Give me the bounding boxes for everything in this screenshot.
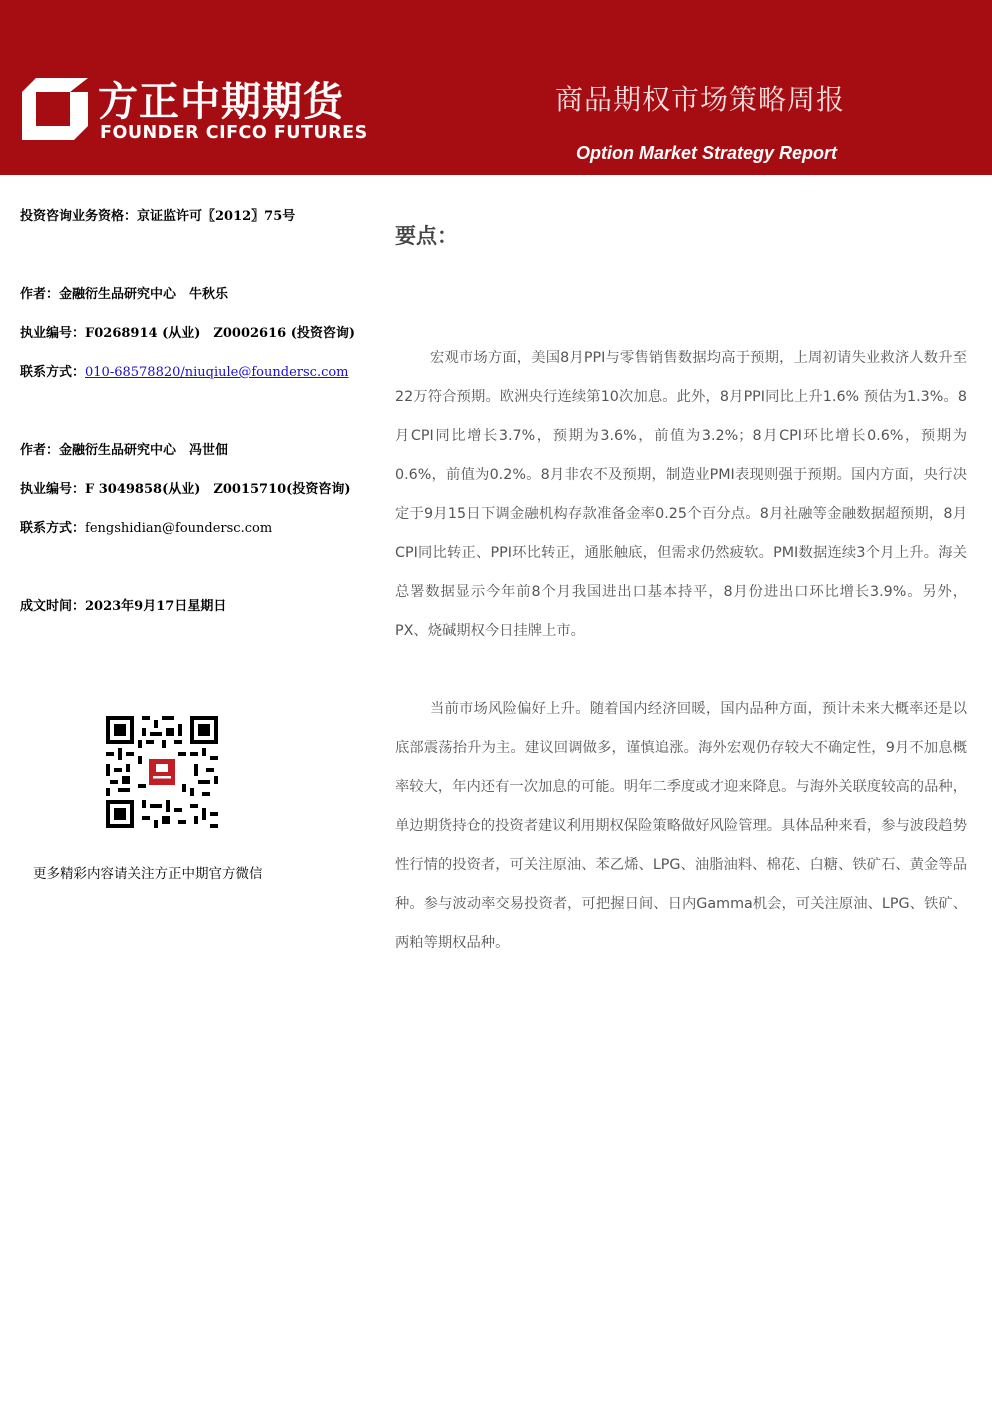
report-title-chinese: 商品期权市场策略周报 xyxy=(555,83,846,116)
author2-name: 作者：金融衍生品研究中心 冯世佃 xyxy=(20,443,229,458)
logo-chinese-name: 方正中期期货 xyxy=(98,79,344,125)
author1-contact xyxy=(20,361,349,380)
logo-english-name: FOUNDER CIFCO FUTURES xyxy=(100,123,368,143)
author2-contact-value: fengshidian@foundersc.com xyxy=(85,521,273,536)
author1-contact-link[interactable]: 010-68578820/niuqiule@foundersc.com xyxy=(85,365,349,380)
qr-caption: 更多精彩内容请关注方正中期官方微信 xyxy=(33,866,263,882)
paragraph-strategy: 当前市场风险偏好上升。随着国内经济回暖，国内品种方面，预计未来大概率还是以底部震荡抬升为主。建议回调做多，谨慎追涨。海外宏观仍存较大不确定性，9月不加息概率较大，年内还有一次加息的可能。明年二季度或才迎来降息。与海外关联度较高的品种，单边期货持仓的投资者建议利用期权保险策略做好风险管理。具体品种来看，参与波段趋势性行情的投资者，可关注原油、苯乙烯、LPG、油脂油料、棉花、白糖、铁矿石、黄金等品种。参与波动率交易投资者，可把握日间、日内Gamma机会，可关注原油、LPG、铁矿、两粕等期权品种。 xyxy=(395,701,967,951)
author1-license: 执业编号：F0268914 (从业) Z0002616 (投资咨询) xyxy=(20,326,356,341)
wechat-qr-code xyxy=(106,716,218,828)
header-banner xyxy=(0,0,992,175)
author2-contact xyxy=(20,517,272,536)
author2-license: 执业编号：F 3049858(从业) Z0015710(投资咨询) xyxy=(20,482,351,497)
paragraph-macro: 宏观市场方面，美国8月PPI与零售销售数据均高于预期，上周初请失业救济人数升至22万符合预期。欧洲央行连续第10次加息。此外，8月PPI同比上升1.6% 预估为1.3%。8月CPI同比增长3.7%，预期为3.6%，前值为3.2%；8月CPI环比增长0.6%，预期为0.6%，前值为0.2%。8月非农不及预期，制造业PMI表现则强于预期。国内方面，央行决定于9月15日下调金融机构存款准备金率0.25个百分点。8月社融等金融数据超预期，8月CPI同比转正、PPI环比转正，通胀触底，但需求仍然疲软。PMI数据连续3个月上升。海关总署数据显示今年前8个月我国进出口基本持平，8月份进出口环比增长3.9%。另外，PX、烧碱期权今日挂牌上市。 xyxy=(395,350,967,639)
author1-contact-label: 联系方式： xyxy=(20,365,86,380)
author2-contact-label: 联系方式： xyxy=(20,521,86,536)
date-line: 成文时间：2023年9月17日星期日 xyxy=(20,599,227,614)
author1-name: 作者：金融衍生品研究中心 牛秋乐 xyxy=(20,287,229,302)
key-points-title: 要点： xyxy=(395,224,458,248)
qualification-line: 投资咨询业务资格：京证监许可〖2012〗75号 xyxy=(20,209,296,224)
report-title-english: Option Market Strategy Report xyxy=(576,143,838,163)
founder-logo-icon xyxy=(22,78,88,140)
